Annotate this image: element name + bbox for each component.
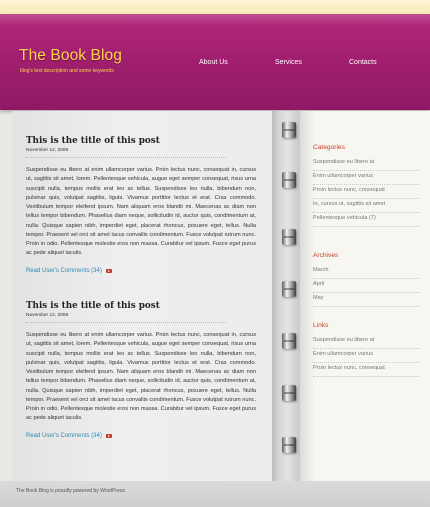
blog-post xyxy=(26,136,256,274)
sidebar-categories xyxy=(313,144,419,227)
binder-ring-icon xyxy=(282,172,296,188)
binder-ring-icon xyxy=(282,229,296,245)
category-link[interactable]: Enim ullamcorper varius xyxy=(313,171,419,185)
site-footer xyxy=(0,481,430,507)
archive-link[interactable]: May xyxy=(313,293,419,307)
binder-ring-icon xyxy=(282,333,296,349)
sidebar-link[interactable]: Enim ullamcorper varius xyxy=(313,349,419,363)
category-link[interactable]: Pellentesque vehicula (7) xyxy=(313,213,419,227)
archive-link[interactable]: March xyxy=(313,265,419,279)
categories-heading: Categories xyxy=(313,144,345,151)
footer-text: The Book Blog is proudly powered by WordPress xyxy=(16,488,125,494)
blog-post xyxy=(26,301,256,439)
links-heading: Links xyxy=(313,322,329,329)
binder-ring-icon xyxy=(282,385,296,401)
sidebar-link[interactable]: Suspendisse eu libero at xyxy=(313,335,419,349)
post-date: November 12, 2008 xyxy=(26,148,69,153)
archives-heading: Archives xyxy=(313,252,339,259)
arrow-icon xyxy=(106,434,112,438)
site-title[interactable]: The Book Blog xyxy=(19,47,122,64)
nav-about-us[interactable]: About Us xyxy=(199,59,228,66)
category-link[interactable]: Proin lectus nunc, consequat xyxy=(313,185,419,199)
comments-label[interactable]: Read User's Comments (34) xyxy=(26,267,102,274)
sidebar-links xyxy=(313,322,419,377)
comments-label[interactable]: Read User's Comments (34) xyxy=(26,432,102,439)
post-date: November 12, 2008 xyxy=(26,313,69,318)
category-link[interactable]: In, cursus ut, sagittis sit amet xyxy=(313,199,419,213)
read-comments-link[interactable] xyxy=(26,433,256,439)
site-tagline: blog's text description and some keywords xyxy=(20,68,114,74)
binder-ring-icon xyxy=(282,437,296,453)
post-divider xyxy=(26,157,226,158)
binder-ring-icon xyxy=(282,281,296,297)
top-strip xyxy=(0,0,430,14)
post-title[interactable]: This is the title of this post xyxy=(26,136,160,146)
main-nav xyxy=(0,59,430,69)
sidebar-archives xyxy=(313,252,419,307)
post-body: Suspendisse eu libero at enim ullamcorper varius. Proin lectus nunc, consequat in, cursus ut, sagittis sit amet, lorem. Pellentesque vehicula, augue eget semper consequat, risus urna suscipit nulla, tempus mollis erat leo ac tellus. Suspendisse leo nulla, bibendum non, pulvinar quis, volutpat sagittis, ligula. Vivamus porttitor lectus et erat. Cras commodo. Vestibulum tempor eleifend ipsum. Nam aliquam eros blandit mi. Maecenas ac diam non tellus tempor bibendum. Phasellus diam neque, sollicitudin id, auctor quis, condimentum at, nulla. Quisque sapien nibh, imperdiet eget, placerat rhoncus, posuere eget, tellus. Nulla tempor. Praesent vel orci sit amet lacus convallis condimentum. Fusce volutpat rutrum nunc. Proin in odio. Pellentesque molestie eros non massa. Curabitur vel ipsum. Fusce eget purus ac pede aliquet iaculis. xyxy=(26,332,256,422)
binder-ring-icon xyxy=(282,122,296,138)
category-link[interactable]: Suspendisse eu libero at xyxy=(313,157,419,171)
arrow-icon xyxy=(106,269,112,273)
post-body: Suspendisse eu libero at enim ullamcorper varius. Proin lectus nunc, consequat in, cursus ut, sagittis sit amet, lorem. Pellentesque vehicula, augue eget semper consequat, risus urna suscipit nulla, tempus mollis erat leo ac tellus. Suspendisse leo nulla, bibendum non, pulvinar quis, volutpat sagittis, ligula. Vivamus porttitor lectus et erat. Cras commodo. Vestibulum tempor eleifend ipsum. Nam aliquam eros blandit mi. Maecenas ac diam non tellus tempor bibendum. Phasellus diam neque, sollicitudin id, auctor quis, condimentum at, nulla. Quisque sapien nibh, imperdiet eget, placerat rhoncus, posuere eget, tellus. Nulla tempor. Praesent vel orci sit amet lacus convallis condimentum. Fusce volutpat rutrum nunc. Proin in odio. Pellentesque molestie eros non massa. Curabitur vel ipsum. Fusce eget purus ac pede aliquet iaculis. xyxy=(26,167,256,257)
nav-services[interactable]: Services xyxy=(275,59,302,66)
read-comments-link[interactable] xyxy=(26,268,256,274)
site-header xyxy=(0,14,430,110)
sidebar-link[interactable]: Proin lectus nunc, consequat xyxy=(313,363,419,377)
archive-link[interactable]: April xyxy=(313,279,419,293)
post-divider xyxy=(26,322,226,323)
book-layout xyxy=(12,111,430,481)
nav-contacts[interactable]: Contacts xyxy=(349,59,377,66)
post-title[interactable]: This is the title of this post xyxy=(26,301,160,311)
